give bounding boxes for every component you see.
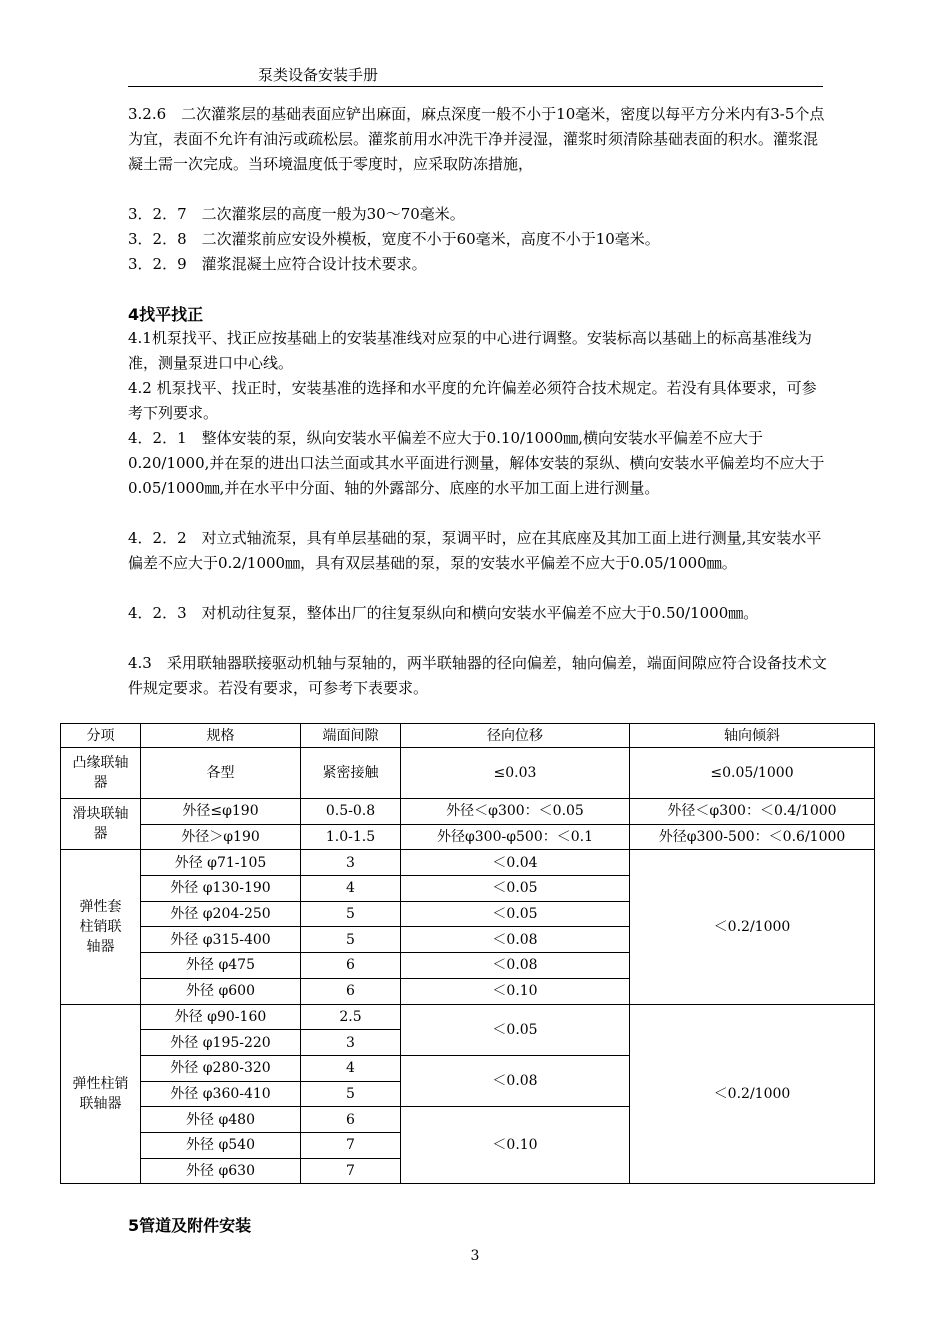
spec-cell: 外径 φ71-105 (141, 850, 301, 876)
radial-cell: ＜0.10 (401, 978, 630, 1004)
paragraph-4-1: 4.1机泵找平、找正应按基础上的安装基准线对应泵的中心进行调整。安装标高以基础上的标高基准线为准，测量泵进口中心线。 (128, 329, 812, 372)
category-slider: 滑块联轴器 (61, 799, 141, 850)
spec-cell: 外径 φ130-190 (141, 876, 301, 902)
gap-cell: 3 (301, 850, 401, 876)
category-flange: 凸缘联轴器 (61, 748, 141, 799)
paragraph-4-2: 4.2 机泵找平、找正时，安装基准的选择和水平度的允许偏差必须符合技术规定。若没有具体要求，可参考下列要求。 (128, 379, 817, 422)
spec-cell: 外径 φ630 (141, 1158, 301, 1184)
category-elastic-pin: 弹性柱销联轴器 (61, 1004, 141, 1184)
table-row (61, 850, 875, 876)
gap-cell: 5 (301, 1081, 401, 1107)
gap-cell: 4 (301, 1055, 401, 1081)
header-axial: 轴向倾斜 (630, 724, 875, 748)
radial-cell: ＜0.05 (401, 901, 630, 927)
radial-cell: ≤0.03 (401, 748, 630, 799)
paragraph-4-2-2: 4．2．2 对立式轴流泵，具有单层基础的泵，泵调平时，应在其底座及其加工面上进行测量,其安装水平偏差不应大于0.2/1000㎜，具有双层基础的泵，泵的安装水平偏差不应大于0.05/1000㎜。 (128, 529, 822, 572)
radial-cell: ＜0.10 (401, 1107, 630, 1184)
radial-cell: ＜0.08 (401, 1055, 630, 1106)
spec-cell: 外径＞φ190 (141, 824, 301, 850)
paragraph-3-2-9: 3．2．9 灌浆混凝土应符合设计技术要求。 (128, 255, 427, 273)
spec-cell: 各型 (141, 748, 301, 799)
gap-cell: 7 (301, 1158, 401, 1184)
axial-cell: ＜0.2/1000 (630, 850, 875, 1004)
gap-cell: 4 (301, 876, 401, 902)
spec-cell: 外径 φ480 (141, 1107, 301, 1133)
gap-cell: 1.0-1.5 (301, 824, 401, 850)
radial-cell: 外径＜φ300：＜0.05 (401, 799, 630, 825)
gap-cell: 5 (301, 927, 401, 953)
spec-cell: 外径 φ475 (141, 953, 301, 979)
gap-cell: 6 (301, 978, 401, 1004)
header-spec: 规格 (141, 724, 301, 748)
spec-cell: 外径≤φ190 (141, 799, 301, 825)
radial-cell: ＜0.08 (401, 927, 630, 953)
axial-cell: ≤0.05/1000 (630, 748, 875, 799)
axial-cell: 外径＜φ300：＜0.4/1000 (630, 799, 875, 825)
table-row (61, 1004, 875, 1030)
axial-cell: ＜0.2/1000 (630, 1004, 875, 1184)
spec-cell: 外径 φ280-320 (141, 1055, 301, 1081)
page-number: 3 (470, 1248, 480, 1264)
paragraph-4-3: 4.3 采用联轴器联接驱动机轴与泵轴的，两半联轴器的径向偏差，轴向偏差，端面间隙应符合设备技术文件规定要求。若没有要求，可参考下表要求。 (128, 654, 827, 697)
spec-cell: 外径 φ540 (141, 1132, 301, 1158)
paragraph-3-2-6: 3.2.6 二次灌浆层的基础表面应铲出麻面，麻点深度一般不小于10毫米，密度以每平方分米内有3-5个点为宜，表面不允许有油污或疏松层。灌浆前用水冲洗干净并浸湿，灌浆时须清除基础表面的积水。灌浆混凝土需一次完成。当环境温度低于零度时，应采取防冻措施， (128, 105, 825, 173)
spec-cell: 外径 φ315-400 (141, 927, 301, 953)
section-heading-5: 5管道及附件安装 (128, 1216, 252, 1235)
spec-cell: 外径 φ90-160 (141, 1004, 301, 1030)
gap-cell: 3 (301, 1030, 401, 1056)
spec-cell: 外径 φ204-250 (141, 901, 301, 927)
spec-cell: 外径 φ600 (141, 978, 301, 1004)
paragraph-3-2-7: 3．2．7 二次灌浆层的高度一般为30～70毫米。 (128, 205, 465, 223)
paragraph-3-2-8: 3．2．8 二次灌浆前应安设外模板，宽度不小于60毫米，高度不小于10毫米。 (128, 230, 660, 248)
page-header (128, 64, 823, 87)
axial-cell: 外径φ300-500：＜0.6/1000 (630, 824, 875, 850)
gap-cell: 5 (301, 901, 401, 927)
gap-cell: 6 (301, 953, 401, 979)
radial-cell: ＜0.05 (401, 876, 630, 902)
gap-cell: 7 (301, 1132, 401, 1158)
gap-cell: 紧密接触 (301, 748, 401, 799)
gap-cell: 2.5 (301, 1004, 401, 1030)
radial-cell: ＜0.08 (401, 953, 630, 979)
header-title: 泵类设备安装手册 (258, 66, 379, 84)
gap-cell: 6 (301, 1107, 401, 1133)
radial-cell: ＜0.04 (401, 850, 630, 876)
category-elastic-sleeve: 弹性套柱销联轴器 (61, 850, 141, 1004)
table-row (61, 799, 875, 825)
table-row (61, 748, 875, 799)
header-gap: 端面间隙 (301, 724, 401, 748)
radial-cell: 外径φ300-φ500：＜0.1 (401, 824, 630, 850)
header-radial: 径向位移 (401, 724, 630, 748)
spec-cell: 外径 φ360-410 (141, 1081, 301, 1107)
table-row (61, 824, 875, 850)
spec-cell: 外径 φ195-220 (141, 1030, 301, 1056)
header-category: 分项 (61, 724, 141, 748)
table-header-row (61, 724, 875, 748)
section-heading-4: 4找平找正 (128, 305, 204, 324)
paragraph-4-2-1: 4．2．1 整体安装的泵，纵向安装水平偏差不应大于0.10/1000㎜,横向安装水平偏差不应大于0.20/1000,并在泵的进出口法兰面或其水平面进行测量，解体安装的泵纵、横向安装水平偏差均不应大于0.05/1000㎜,并在水平中分面、轴的外露部分、底座的水平加工面上进行测量。 (128, 429, 825, 497)
gap-cell: 0.5-0.8 (301, 799, 401, 825)
coupling-tolerance-table (60, 723, 875, 1184)
paragraph-4-2-3: 4．2．3 对机动往复泵，整体出厂的往复泵纵向和横向安装水平偏差不应大于0.50/1000㎜。 (128, 604, 759, 622)
radial-cell: ＜0.05 (401, 1004, 630, 1055)
